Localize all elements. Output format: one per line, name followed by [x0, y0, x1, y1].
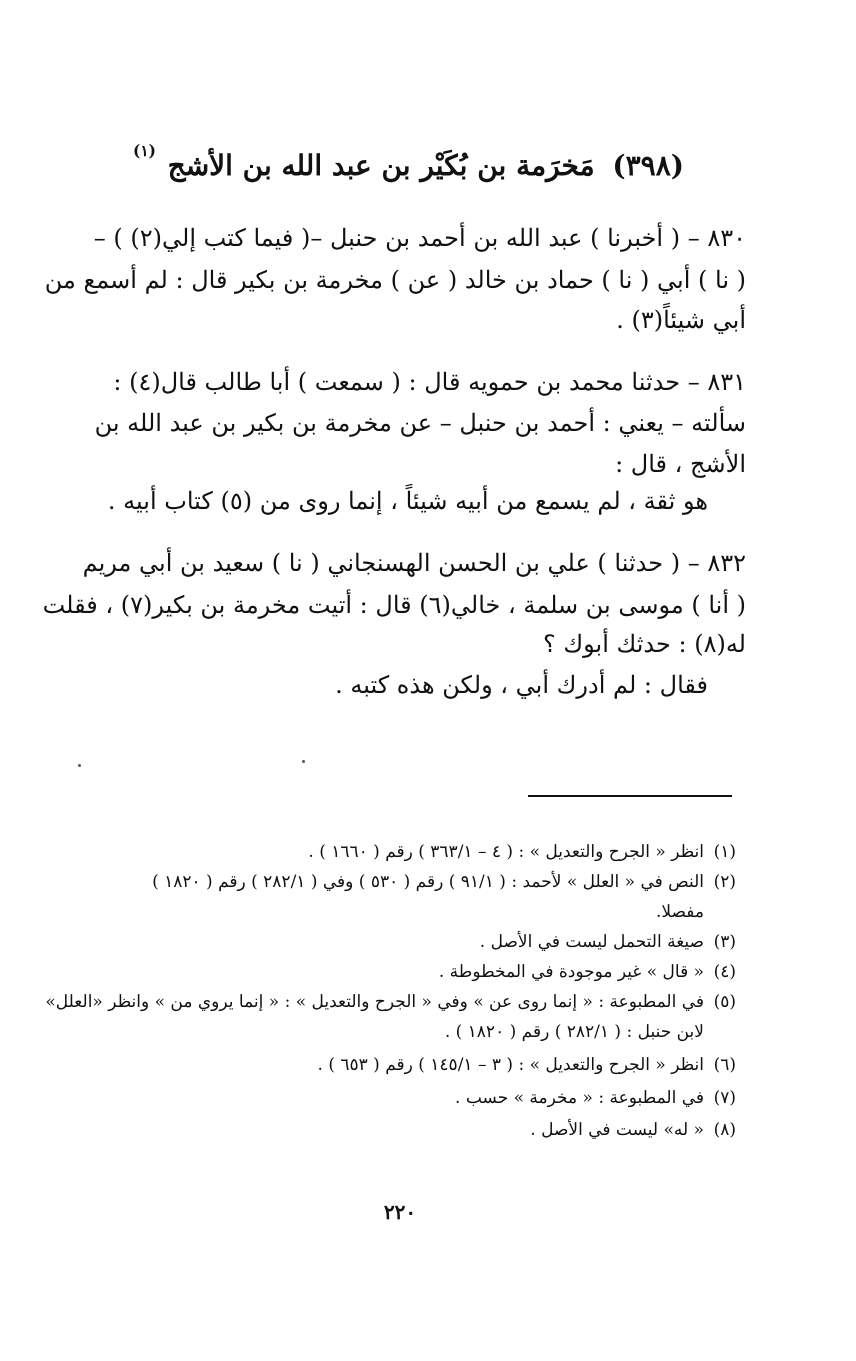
- scan-speck: [78, 764, 81, 767]
- footnote-6: [66, 1055, 736, 1075]
- footnote-text: « قال » غير موجودة في المخطوطة .: [438, 962, 704, 982]
- entry-832-line-2: ( أنا ) موسى بن سلمة ، خالي(٦) قال : أتيت مخرمة بن بكير(٧) ، فقلت: [42, 591, 746, 619]
- footnote-number: (٥): [713, 992, 736, 1012]
- footnote-8: [66, 1120, 736, 1140]
- footnote-5: [45, 992, 736, 1012]
- entry-832-line-3: له(٨) : حدثك أبوك ؟: [542, 630, 746, 658]
- footnote-text: « له» ليست في الأصل .: [530, 1120, 704, 1140]
- footnote-text: صيغة التحمل ليست في الأصل .: [479, 932, 704, 952]
- page-number: ٢٢٠: [383, 1200, 417, 1224]
- chapter-number: (٣٩٨): [612, 149, 684, 182]
- entry-831-line-2: سألته – يعني : أحمد بن حنبل – عن مخرمة بن بكير بن عبد الله بن: [94, 409, 746, 437]
- footnote-number: (٧): [713, 1088, 736, 1108]
- footnote-text: في المطبوعة : « مخرمة » حسب .: [455, 1088, 704, 1108]
- footnote-number: (٤): [713, 962, 736, 982]
- entry-832-line-1: ٨٣٢ – ( حدثنا ) علي بن الحسن الهسنجاني ( نا ) سعيد بن أبي مريم: [82, 549, 746, 577]
- footnote-4: [66, 962, 736, 982]
- footnote-text: في المطبوعة : « إنما روى عن » وفي « الجرح والتعديل » : « إنما يروي من » وانظر «العلل»: [45, 992, 704, 1012]
- footnote-number: (٣): [713, 932, 736, 952]
- footnote-text: انظر « الجرح والتعديل » : ( ٤ – ٣٦٣/١ ) رقم ( ١٦٦٠ ) .: [308, 842, 704, 862]
- entry-830-line-1: ٨٣٠ – ( أخبرنا ) عبد الله بن أحمد بن حنبل –( فيما كتب إلي(٢) ) –: [93, 224, 746, 252]
- footnote-2-continued: [34, 902, 704, 922]
- entry-831-line-1: ٨٣١ – حدثنا محمد بن حمويه قال : ( سمعت ) أبا طالب قال(٤) :: [113, 368, 746, 396]
- footnote-text: مفصلا.: [656, 902, 704, 922]
- footnote-divider: [528, 795, 732, 797]
- footnote-text: لابن حنبل : ( ٢٨٢/١ ) رقم ( ١٨٢٠ ) .: [444, 1022, 704, 1042]
- footnote-number: (١): [713, 842, 736, 862]
- footnote-1: [66, 842, 736, 862]
- footnote-number: (٦): [713, 1055, 736, 1075]
- entry-830-line-3: أبي شيئاً(٣) .: [616, 306, 746, 334]
- footnote-number: (٨): [713, 1120, 736, 1140]
- chapter-footnote-marker: (١): [133, 142, 156, 161]
- footnote-3: [66, 932, 736, 952]
- entry-831-line-4: هو ثقة ، لم يسمع من أبيه شيئاً ، إنما روى من (٥) كتاب أبيه .: [107, 487, 708, 515]
- chapter-title: مَخرَمة بن بُكَيْر بن عبد الله بن الأشج: [167, 149, 595, 182]
- chapter-heading: [133, 142, 684, 182]
- footnote-text: النص في « العلل » لأحمد : ( ٩١/١ ) رقم ( ٥٣٠ ) وفي ( ٢٨٢/١ ) رقم ( ١٨٢٠ ): [152, 872, 704, 892]
- footnote-7: [66, 1088, 736, 1108]
- footnote-2: [66, 872, 736, 892]
- entry-830-line-2: ( نا ) أبي ( نا ) حماد بن خالد ( عن ) مخرمة بن بكير قال : لم أسمع من: [44, 266, 746, 294]
- footnote-number: (٢): [713, 872, 736, 892]
- entry-831-line-3: الأشج ، قال :: [615, 450, 746, 478]
- entry-832-line-4: فقال : لم أدرك أبي ، ولكن هذه كتبه .: [335, 671, 708, 699]
- footnote-5-continued: [34, 1022, 704, 1042]
- scan-speck: [302, 760, 305, 763]
- footnote-text: انظر « الجرح والتعديل » : ( ٣ – ١٤٥/١ ) رقم ( ٦٥٣ ) .: [317, 1055, 704, 1075]
